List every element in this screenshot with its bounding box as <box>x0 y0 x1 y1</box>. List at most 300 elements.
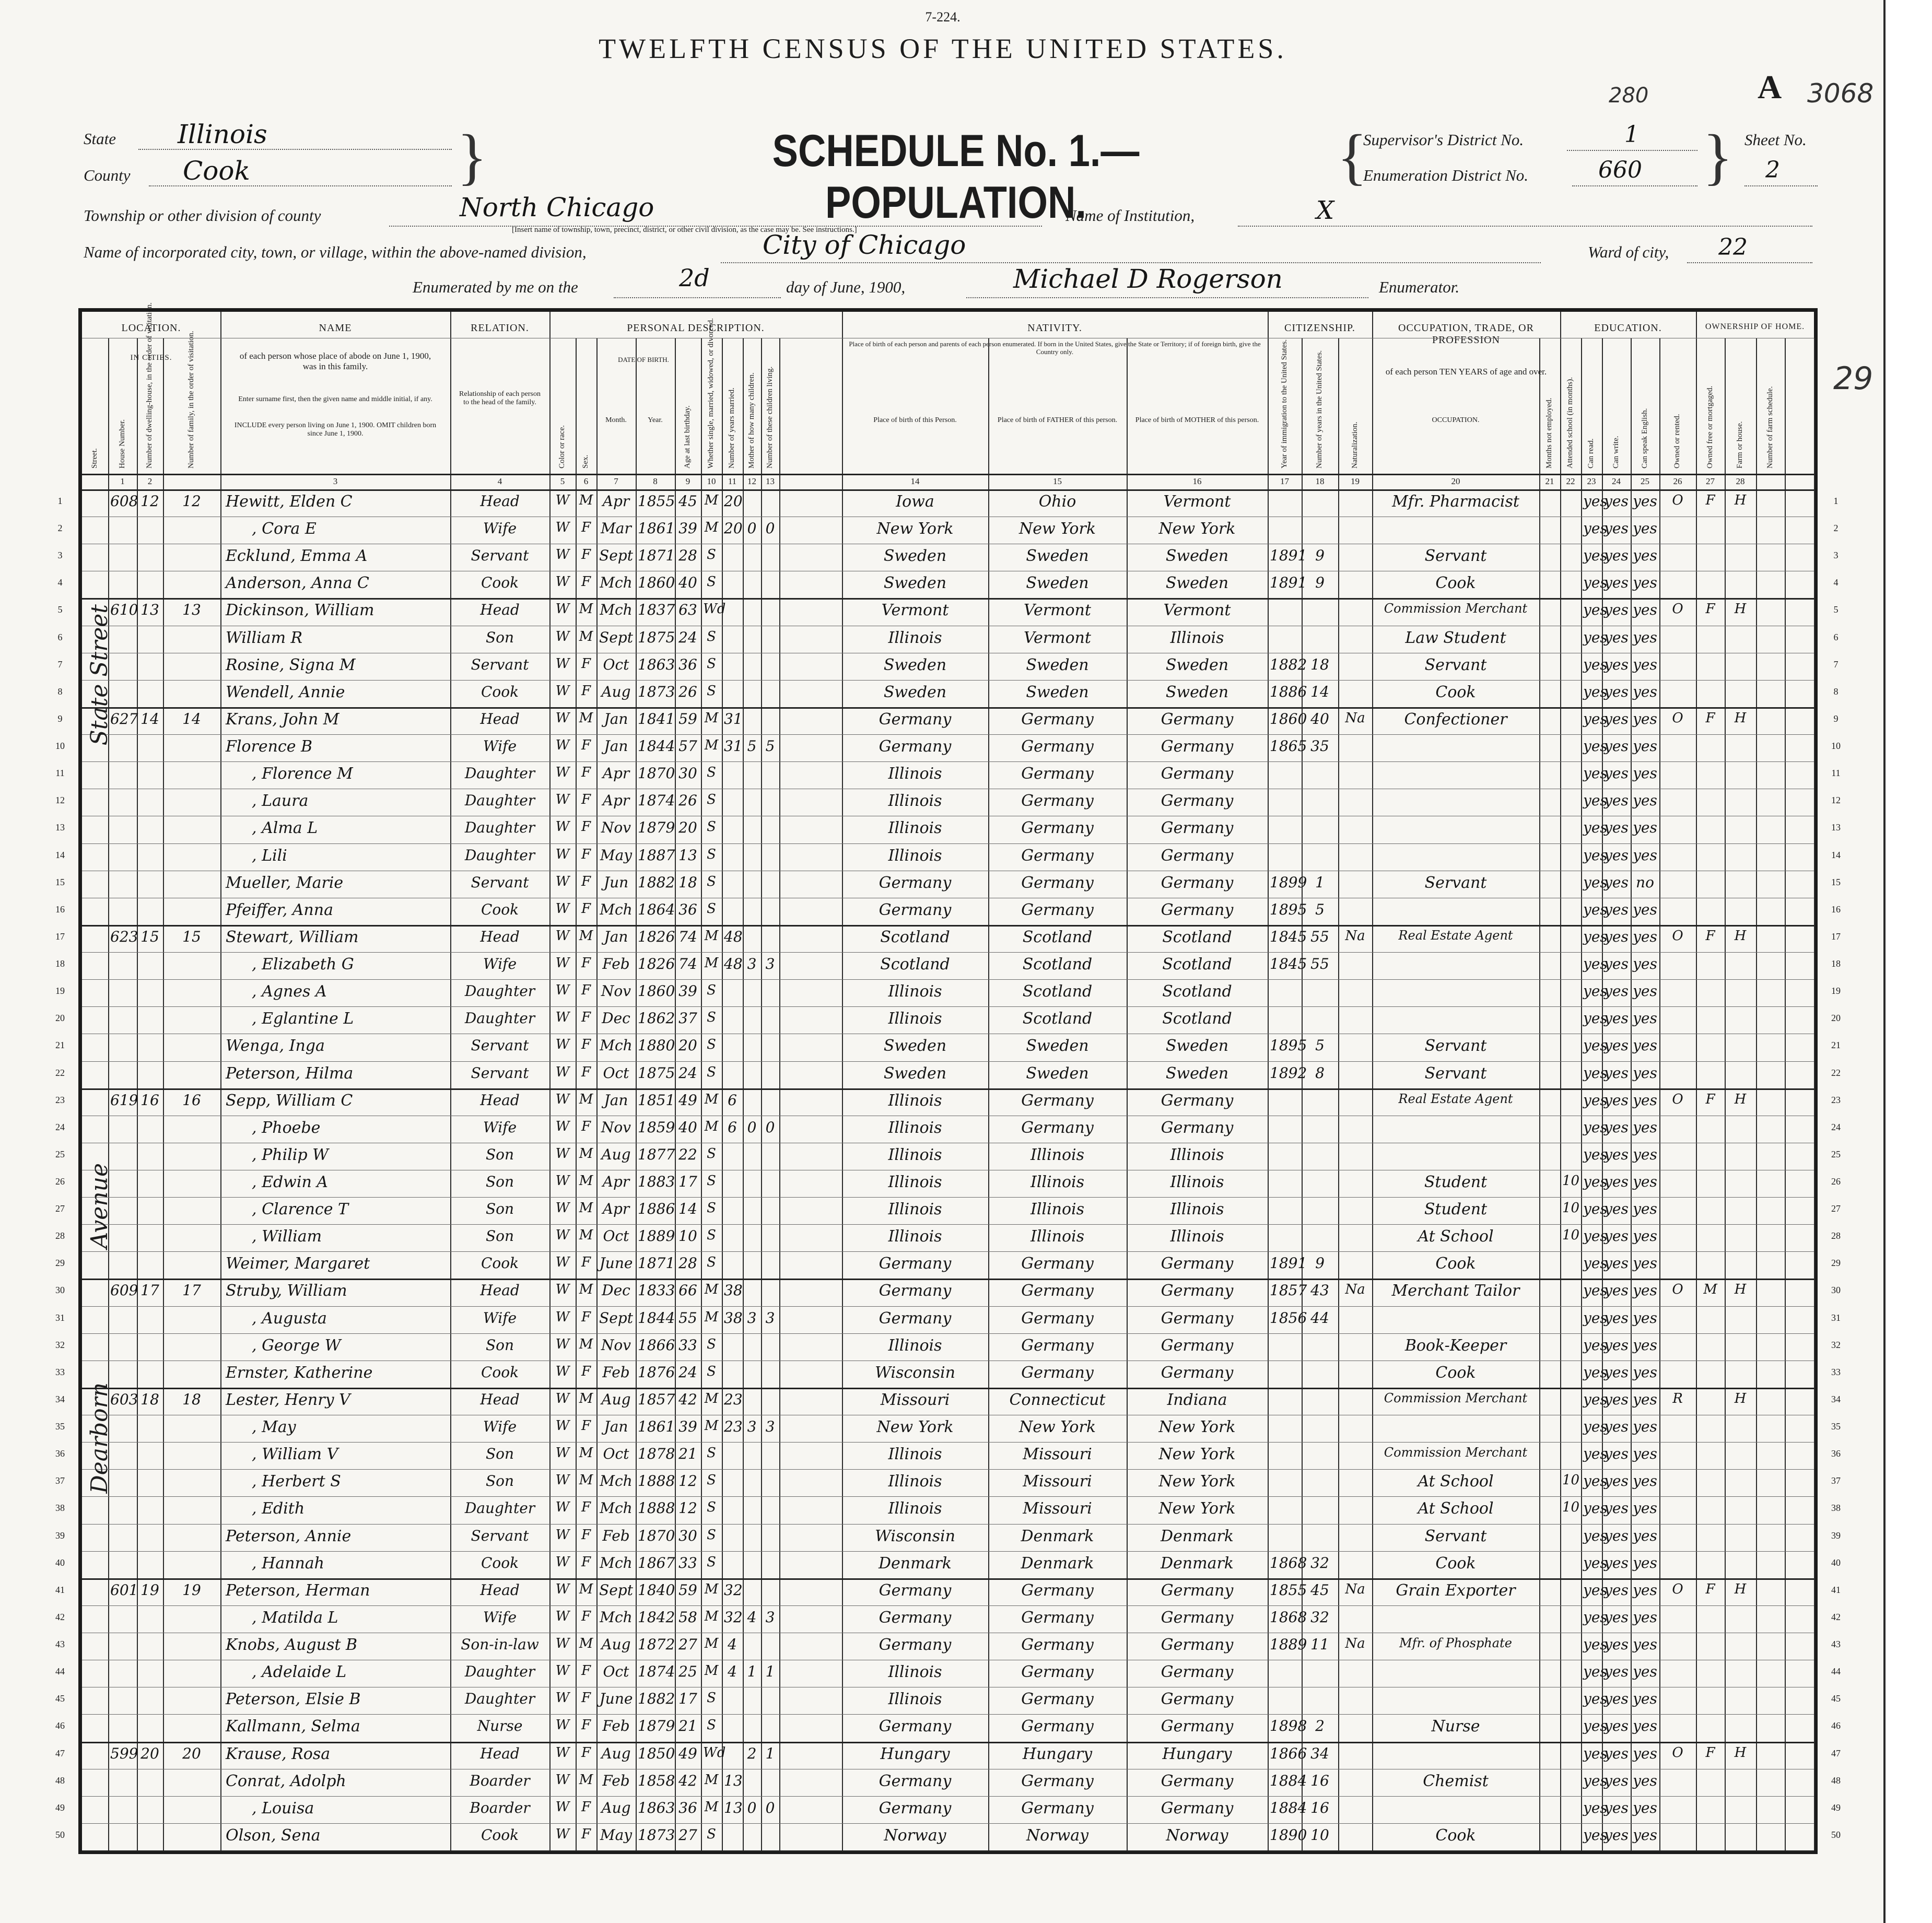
col-line <box>1756 338 1757 1850</box>
cell-pobf: Germany <box>1021 1363 1094 1382</box>
cell-occ: At School <box>1418 1499 1494 1518</box>
row-number-left: 5 <box>57 604 63 615</box>
cell-occ: Commission Merchant <box>1384 601 1528 616</box>
cell-pobm: Germany <box>1161 1799 1234 1818</box>
column-number: 16 <box>1192 476 1202 486</box>
row-number-right: 1 <box>1833 496 1839 506</box>
cell-occ: Servant <box>1424 1527 1487 1545</box>
cell-sex: F <box>581 655 591 672</box>
row-line <box>82 1578 1814 1580</box>
cell-sex: F <box>581 1418 591 1434</box>
cell-rd: yes <box>1583 574 1608 592</box>
cell-pob: Illinois <box>888 819 942 838</box>
cell-color: W <box>555 1064 570 1080</box>
cell-mar: S <box>707 1254 716 1271</box>
row-line <box>82 843 1814 844</box>
col-line <box>988 338 989 1850</box>
cell-sex: F <box>581 547 591 563</box>
row-number-right: 4 <box>1833 577 1839 588</box>
cell-imm: 1882 <box>1270 655 1307 673</box>
cell-pob: Germany <box>879 1309 952 1328</box>
cell-fh: H <box>1734 1091 1747 1107</box>
cell-ym: 32 <box>724 1581 743 1599</box>
cell-yr: 1841 <box>638 710 675 728</box>
cell-age: 30 <box>678 765 697 782</box>
cell-mar: M <box>704 493 719 508</box>
row-line <box>82 1061 1814 1062</box>
cell-age: 49 <box>678 1744 697 1762</box>
cell-wr: yes <box>1604 873 1629 891</box>
cell-mar: S <box>707 819 716 835</box>
cell-pobm: Sweden <box>1165 574 1229 593</box>
cell-pob: Illinois <box>888 1091 942 1110</box>
cell-pobm: Germany <box>1161 900 1234 919</box>
cell-color: W <box>555 1772 570 1788</box>
cell-yr: 1878 <box>638 1445 675 1463</box>
enumeration-value: 660 <box>1598 157 1642 183</box>
cell-own: R <box>1672 1390 1683 1406</box>
supervisor-line <box>1567 150 1697 151</box>
cell-en: yes <box>1633 520 1657 537</box>
cell-imm: 1884 <box>1270 1772 1307 1789</box>
cell-pob: Germany <box>879 1608 952 1627</box>
cell-sex: F <box>581 900 591 917</box>
cell-yr: 1833 <box>638 1282 675 1299</box>
col-line <box>1631 338 1632 1850</box>
cell-sex: F <box>581 1010 591 1026</box>
cell-mar: M <box>704 928 719 944</box>
cell-cl: 3 <box>765 955 775 973</box>
cell-mo: Mch <box>600 574 633 592</box>
cell-pobf: Germany <box>1021 1608 1094 1627</box>
cell-en: yes <box>1633 819 1657 837</box>
cell-rel: Servant <box>471 1064 529 1082</box>
row-number-left: 33 <box>55 1366 65 1377</box>
schedule-title: SCHEDULE No. 1.—POPULATION. <box>772 126 1140 228</box>
cell-occ: Servant <box>1424 655 1487 674</box>
row-line <box>82 925 1814 927</box>
cell-en: yes <box>1633 792 1657 810</box>
cell-mar: S <box>707 1010 716 1026</box>
col-line <box>675 338 676 1850</box>
cell-mc: 0 <box>747 1118 757 1136</box>
cell-wr: yes <box>1604 1145 1629 1163</box>
day-line <box>614 297 781 298</box>
cell-name: , Edith <box>252 1499 305 1518</box>
column-number: 9 <box>685 476 690 486</box>
cell-color: W <box>555 1636 570 1652</box>
row-number-left: 11 <box>55 768 65 779</box>
row-line <box>82 1714 1814 1715</box>
cell-rel: Head <box>480 1091 520 1109</box>
cell-rel: Son <box>485 1200 514 1218</box>
cell-rd: yes <box>1583 792 1608 810</box>
group-in-cities: IN CITIES. <box>130 354 172 362</box>
cell-yr: 1861 <box>638 1418 675 1436</box>
cell-imm: 1856 <box>1270 1309 1307 1327</box>
cell-mo: June <box>599 1254 633 1272</box>
row-number-right: 28 <box>1831 1230 1841 1241</box>
cell-age: 20 <box>678 819 697 837</box>
cell-pobf: Sweden <box>1026 1037 1089 1056</box>
cell-rd: yes <box>1583 683 1608 700</box>
cell-name: , Phoebe <box>252 1118 321 1137</box>
column-number: 6 <box>583 476 589 486</box>
row-number-right: 38 <box>1831 1503 1841 1514</box>
cell-en: yes <box>1633 493 1657 510</box>
row-line <box>82 952 1814 953</box>
row-line <box>82 1251 1814 1252</box>
row-number-right: 33 <box>1831 1366 1841 1377</box>
row-line <box>82 598 1814 600</box>
cell-mar: S <box>707 1145 716 1162</box>
row-number-right: 2 <box>1833 523 1839 534</box>
row-number-left: 8 <box>57 686 63 697</box>
cell-yr: 1857 <box>638 1390 675 1408</box>
cell-wr: yes <box>1604 955 1629 973</box>
cell-pobf: Germany <box>1021 873 1094 892</box>
cell-ym: 4 <box>728 1663 737 1681</box>
cell-name: , Lili <box>252 846 287 865</box>
subhead-mortgage: Owned free or mortgaged. <box>1705 385 1714 468</box>
cell-wr: yes <box>1604 520 1629 537</box>
cell-wr: yes <box>1604 1826 1629 1844</box>
cell-dw: 18 <box>140 1390 159 1408</box>
column-number: 27 <box>1706 476 1715 486</box>
cell-mo: Mch <box>600 1608 633 1626</box>
cell-wr: yes <box>1604 710 1629 728</box>
cell-age: 21 <box>678 1717 697 1735</box>
cell-pob: Germany <box>879 900 952 919</box>
cell-name: , Herbert S <box>252 1472 341 1491</box>
row-number-left: 13 <box>55 822 65 833</box>
cell-color: W <box>555 1527 570 1543</box>
col-line <box>1814 338 1815 1850</box>
row-number-left: 16 <box>55 904 65 914</box>
cell-rd: yes <box>1583 1472 1608 1490</box>
row-line <box>82 979 1814 980</box>
cell-color: W <box>555 628 570 644</box>
ward-line <box>1687 262 1812 263</box>
subhead-can_write: Can write. <box>1611 436 1620 468</box>
cell-nat: Na <box>1345 1581 1365 1597</box>
cell-mo: Jan <box>604 928 628 945</box>
cell-pob: Illinois <box>888 1445 942 1464</box>
cell-wr: yes <box>1604 1690 1629 1708</box>
row-number-left: 2 <box>57 523 63 534</box>
row-number-left: 31 <box>55 1312 65 1323</box>
col-line <box>163 338 164 1850</box>
cell-name: Struby, William <box>226 1282 347 1300</box>
cell-en: yes <box>1633 1091 1657 1109</box>
row-number-left: 29 <box>55 1258 65 1269</box>
cell-pobm: Germany <box>1161 1636 1234 1655</box>
cell-age: 24 <box>678 628 697 646</box>
cell-pobm: Vermont <box>1163 601 1231 620</box>
cell-mo: Mch <box>600 1472 633 1490</box>
group-relation: RELATION. <box>471 322 529 334</box>
column-number: 7 <box>614 476 618 486</box>
cell-mo: Mch <box>600 1499 633 1517</box>
cell-wr: yes <box>1604 683 1629 700</box>
cell-ym: 4 <box>728 1636 737 1654</box>
cell-name: , Laura <box>252 792 309 811</box>
cell-pobm: New York <box>1158 1472 1236 1491</box>
cell-wr: yes <box>1604 792 1629 810</box>
cell-name: Pfeiffer, Anna <box>226 900 333 919</box>
group-education: EDUCATION. <box>1594 322 1662 334</box>
cell-mc: 5 <box>747 737 757 755</box>
cell-name: Wenga, Inga <box>226 1037 325 1056</box>
cell-color: W <box>555 982 570 999</box>
cell-name: , Augusta <box>252 1309 327 1328</box>
day-value: 2d <box>679 264 710 292</box>
col-line <box>743 338 744 1850</box>
cell-mar: S <box>707 1527 716 1543</box>
cell-yr: 1859 <box>638 1118 675 1136</box>
cell-rel: Wife <box>483 1309 517 1327</box>
row-line <box>82 707 1814 709</box>
cell-pobf: Germany <box>1021 1581 1094 1600</box>
enumerator-label: Enumerator. <box>1379 278 1460 296</box>
cell-age: 24 <box>678 1363 697 1381</box>
cell-color: W <box>555 655 570 672</box>
row-number-right: 24 <box>1831 1121 1841 1132</box>
cell-occ: Servant <box>1424 1064 1487 1083</box>
cell-rel: Son <box>485 1336 514 1354</box>
form-number: 7-224. <box>925 9 961 25</box>
cell-en: yes <box>1633 1608 1657 1626</box>
cell-mc: 0 <box>747 520 757 537</box>
cell-occ: Cook <box>1435 574 1476 593</box>
cell-mo: Feb <box>602 1527 630 1544</box>
cell-pobm: Germany <box>1161 1254 1234 1273</box>
supervisor-label: Supervisor's District No. <box>1363 131 1524 149</box>
cell-wr: yes <box>1604 1499 1629 1517</box>
cell-age: 40 <box>678 574 697 592</box>
group-name: NAME <box>319 322 352 334</box>
cell-rel: Son <box>485 1445 514 1463</box>
cell-mo: Apr <box>602 1200 630 1218</box>
cell-pobm: New York <box>1158 1445 1236 1464</box>
cell-mo: Aug <box>601 1636 631 1654</box>
cell-ym: 38 <box>724 1282 743 1299</box>
cell-en: yes <box>1633 1173 1657 1190</box>
cell-yr: 1866 <box>638 1336 675 1354</box>
cell-occ: Chemist <box>1423 1772 1489 1790</box>
cell-pob: Germany <box>879 710 952 729</box>
column-number: 12 <box>747 476 756 486</box>
cell-mar: M <box>704 1636 719 1652</box>
cell-pob: Germany <box>879 1799 952 1818</box>
cell-name: Peterson, Hilma <box>226 1064 354 1083</box>
cell-wr: yes <box>1604 574 1629 592</box>
nativity-note: Place of birth of each person and parents of each person enumerated. If born in the United States, give the State or Territory; if of foreign birth, give the Country only. <box>849 340 1261 356</box>
cell-pob: Germany <box>879 737 952 756</box>
cell-pobm: Germany <box>1161 1282 1234 1300</box>
cell-mar: M <box>704 1309 719 1325</box>
row-line <box>82 1197 1814 1198</box>
cell-pob: Illinois <box>888 1336 942 1355</box>
cell-pobf: Denmark <box>1021 1527 1094 1545</box>
cell-mar: M <box>704 1772 719 1788</box>
cell-en: yes <box>1633 1636 1657 1654</box>
cell-wr: yes <box>1604 900 1629 918</box>
cell-yr: 1850 <box>638 1744 675 1762</box>
cell-occ: Merchant Tailor <box>1391 1282 1520 1300</box>
cell-sch: 10 <box>1562 1472 1580 1488</box>
cell-pobf: Hungary <box>1022 1744 1093 1763</box>
subhead-pob_person: Place of birth of this Person. <box>873 416 957 424</box>
cell-pobm: Germany <box>1161 819 1234 838</box>
cell-occ: Real Estate Agent <box>1398 928 1513 943</box>
ward-label: Ward of city, <box>1588 243 1669 261</box>
cell-yr: 1844 <box>638 1309 675 1327</box>
cell-yr: 1851 <box>638 1091 675 1109</box>
cell-name: , Louisa <box>252 1799 314 1818</box>
cell-sch: 10 <box>1562 1499 1580 1516</box>
cell-imm: 1845 <box>1270 955 1307 973</box>
cell-sex: M <box>579 1772 593 1788</box>
row-number-right: 20 <box>1831 1013 1841 1024</box>
cell-imm: 1857 <box>1270 1282 1307 1299</box>
cell-dw: 16 <box>140 1091 159 1109</box>
cell-wr: yes <box>1604 1282 1629 1299</box>
cell-ym: 13 <box>724 1799 743 1816</box>
right-brace-open: { <box>1337 122 1367 191</box>
cell-yr: 1886 <box>638 1200 675 1218</box>
cell-sch: 10 <box>1562 1227 1580 1244</box>
cell-yr: 1872 <box>638 1636 675 1654</box>
cell-imm: 1898 <box>1270 1717 1307 1735</box>
cell-yr: 1880 <box>638 1037 675 1054</box>
cell-color: W <box>555 1744 570 1761</box>
cell-mo: Aug <box>601 1799 631 1816</box>
cell-pobm: Germany <box>1161 1336 1234 1355</box>
cell-mo: Nov <box>601 819 631 837</box>
subhead-age: Age at last birthday. <box>683 405 692 468</box>
cell-yr: 1888 <box>638 1472 675 1490</box>
column-number: 2 <box>147 476 153 486</box>
cell-name: , George W <box>252 1336 341 1355</box>
relation-note: Relationship of each person to the head of the family. <box>459 390 541 407</box>
cell-age: 39 <box>678 982 697 1000</box>
subhead-years_us: Number of years in the United States. <box>1315 350 1324 468</box>
cell-occ: Real Estate Agent <box>1398 1091 1513 1106</box>
cell-rel: Son <box>485 1227 514 1245</box>
row-number-right: 21 <box>1831 1040 1841 1051</box>
column-number: 4 <box>497 476 502 486</box>
street-label-avenue: Avenue <box>86 1163 113 1249</box>
cell-occ: Cook <box>1435 1254 1476 1273</box>
cell-mar: S <box>707 1826 716 1842</box>
cell-rd: yes <box>1583 900 1608 918</box>
cell-pob: Illinois <box>888 1227 942 1246</box>
institution-label: Name of Institution, <box>1065 206 1195 225</box>
cell-en: yes <box>1633 1145 1657 1163</box>
cell-color: W <box>555 765 570 781</box>
census-table <box>78 302 1818 1854</box>
cell-rd: yes <box>1583 655 1608 673</box>
cell-pob: Sweden <box>883 1037 947 1056</box>
cell-mar: M <box>704 1091 719 1107</box>
cell-ym: 48 <box>724 928 743 945</box>
row-number-left: 14 <box>55 849 65 860</box>
row-number-right: 46 <box>1831 1720 1841 1731</box>
row-number-left: 44 <box>55 1666 65 1677</box>
col-line <box>1659 338 1660 1850</box>
cell-color: W <box>555 574 570 590</box>
cell-rd: yes <box>1583 1744 1608 1762</box>
cell-color: W <box>555 1363 570 1379</box>
cell-sex: M <box>579 928 593 944</box>
cell-ym: 31 <box>724 737 743 755</box>
name-note-2: Enter surname first, then the given name and middle initial, if any. <box>238 395 432 403</box>
cell-age: 27 <box>678 1636 697 1654</box>
cell-rel: Wife <box>483 520 517 537</box>
cell-dw: 14 <box>140 710 159 728</box>
cell-yr: 1860 <box>638 982 675 1000</box>
cell-sex: F <box>581 1690 591 1706</box>
cell-sex: F <box>581 846 591 862</box>
cell-mo: Nov <box>601 1336 631 1354</box>
row-line <box>82 1742 1814 1743</box>
cell-own: O <box>1672 493 1683 508</box>
cell-imm: 1868 <box>1270 1608 1307 1626</box>
cell-pobm: Indiana <box>1167 1390 1227 1409</box>
cell-pobm: Germany <box>1161 846 1234 865</box>
cell-mo: Mch <box>600 1554 633 1572</box>
row-number-right: 29 <box>1831 1258 1841 1269</box>
cell-color: W <box>555 1091 570 1107</box>
cell-pob: Sweden <box>883 574 947 593</box>
cell-age: 74 <box>678 955 697 973</box>
cell-sex: F <box>581 1608 591 1624</box>
row-number-left: 39 <box>55 1530 65 1541</box>
cell-cl: 1 <box>765 1663 775 1681</box>
cell-yus: 35 <box>1310 737 1329 755</box>
cell-pobm: Illinois <box>1170 1227 1224 1246</box>
cell-mar: S <box>707 846 716 862</box>
cell-color: W <box>555 1799 570 1815</box>
cell-color: W <box>555 1690 570 1706</box>
cell-mar: M <box>704 1581 719 1597</box>
cell-pob: Germany <box>879 1282 952 1300</box>
cell-occ: Servant <box>1424 873 1487 892</box>
cell-age: 22 <box>678 1145 697 1163</box>
cell-cl: 3 <box>765 1418 775 1436</box>
cell-name: , Eglantine L <box>252 1010 354 1028</box>
row-number-right: 50 <box>1831 1829 1841 1840</box>
cell-mo: Oct <box>603 1064 629 1082</box>
cell-cl: 5 <box>765 737 775 755</box>
cell-mo: May <box>600 846 633 864</box>
cell-fam: 14 <box>182 710 201 728</box>
cell-imm: 1891 <box>1270 547 1307 565</box>
cell-mo: Apr <box>602 792 630 810</box>
col-line <box>1785 338 1786 1850</box>
cell-occ: Law Student <box>1405 628 1506 647</box>
cell-color: W <box>555 1717 570 1733</box>
cell-imm: 1866 <box>1270 1744 1307 1762</box>
column-number: 13 <box>766 476 775 486</box>
cell-mo: Feb <box>602 955 630 973</box>
cell-en: yes <box>1633 765 1657 782</box>
cell-sex: M <box>579 1636 593 1652</box>
cell-age: 12 <box>678 1499 697 1517</box>
row-number-left: 25 <box>55 1148 65 1159</box>
cell-rel: Cook <box>481 900 519 918</box>
